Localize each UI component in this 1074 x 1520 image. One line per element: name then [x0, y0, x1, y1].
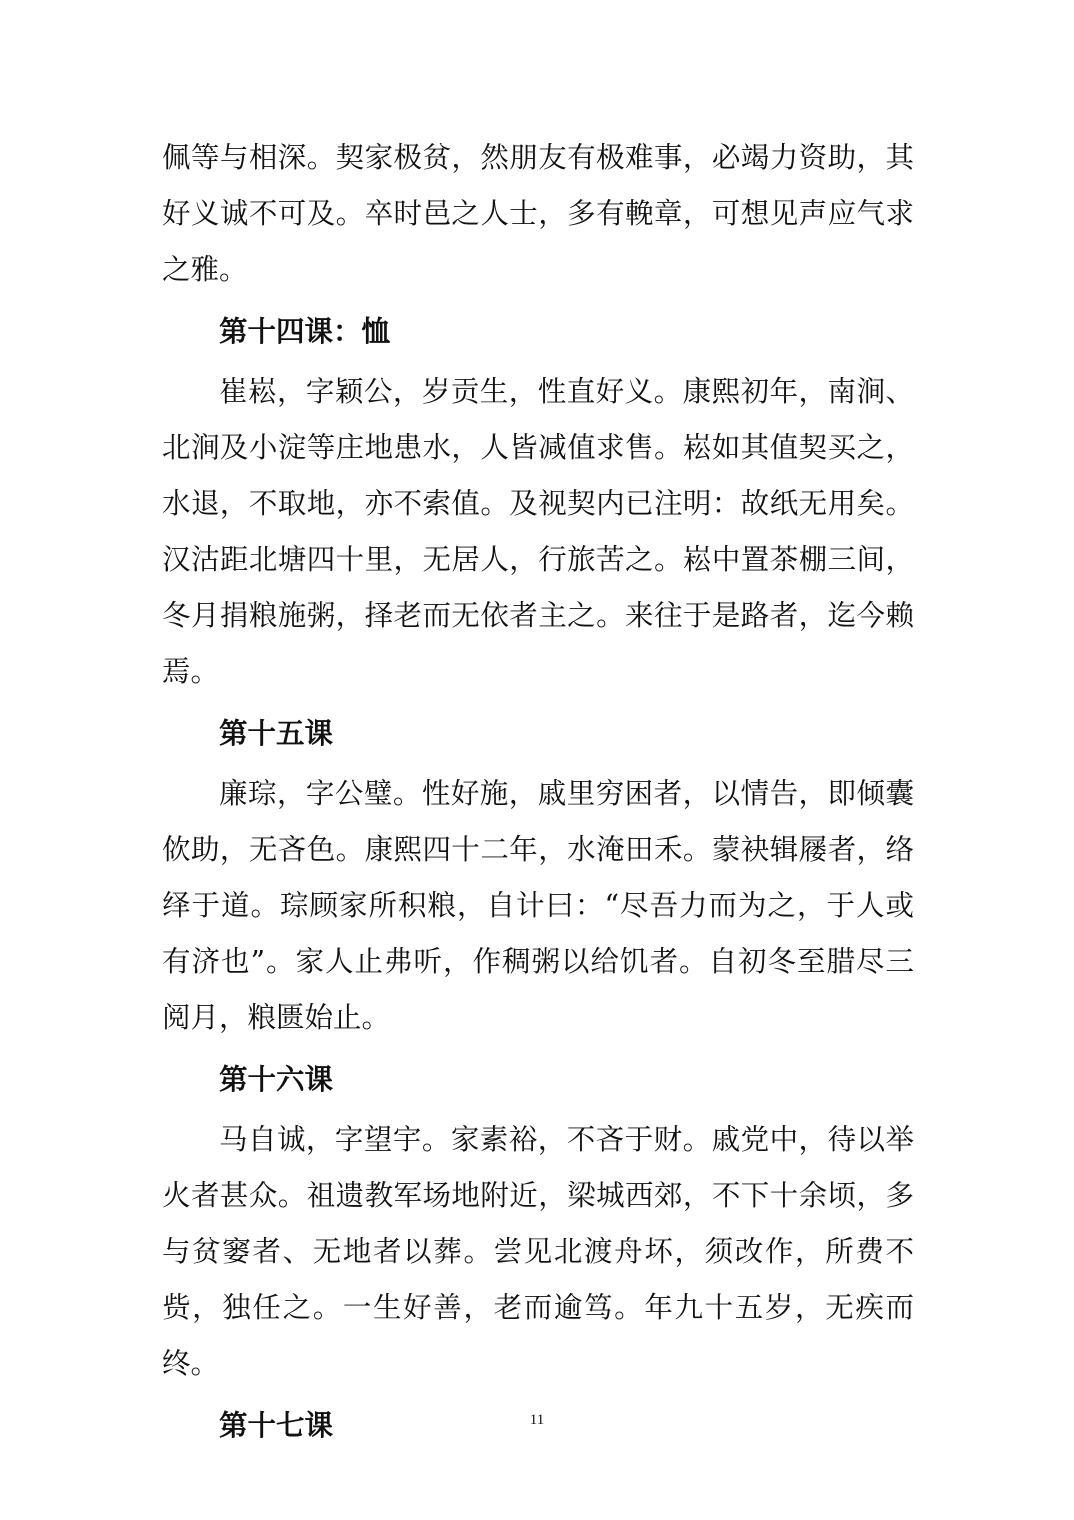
lesson-15-title: 第十五课 [219, 717, 334, 750]
lesson-17-title: 第十七课 [219, 1409, 334, 1442]
lesson-16-title: 第十六课 [219, 1063, 334, 1096]
intro-paragraph: 佩等与相深。契家极贫，然朋友有极难事，必竭力资助，其好义诚不可及。卒时邑之人士，多有輓章，可想见声应气求之雅。 [162, 141, 914, 286]
page-number: 11 [529, 1412, 545, 1428]
lesson-14-title: 第十四课：恤 [219, 315, 391, 348]
page-content [162, 130, 914, 1458]
lesson-16-text: 马自诚，字望宇。家素裕，不吝于财。戚党中，待以举火者甚众。祖遗教军场地附近，梁城西郊，不下十余顷，多与贫窭者、无地者以葬。尝见北渡舟坏，须改作，所费不赀，独任之。一生好善，老而逾笃。年九十五岁，无疾而终。 [162, 1123, 914, 1380]
lesson-14-text: 崔崧，字颖公，岁贡生，性直好义。康熙初年，南涧、北涧及小淀等庄地患水，人皆减值求售。崧如其值契买之，水退，不取地，亦不索值。及视契内已注明：故纸无用矣。汉沽距北塘四十里，无居人，行旅苦之。崧中置茶棚三间，冬月捐粮施粥，择老而无依者主之。来往于是路者，迄今赖焉。 [162, 375, 914, 688]
lesson-15-text: 廉琮，字公璧。性好施，戚里穷困者，以情告，即倾囊佽助，无吝色。康熙四十二年，水淹田禾。蒙袂辑屦者，络绎于道。琮顾家所积粮，自计曰：“尽吾力而为之，于人或有济也”。家人止弗听，作稠粥以给饥者。自初冬至腊尽三阅月，粮匮始止。 [162, 777, 914, 1034]
